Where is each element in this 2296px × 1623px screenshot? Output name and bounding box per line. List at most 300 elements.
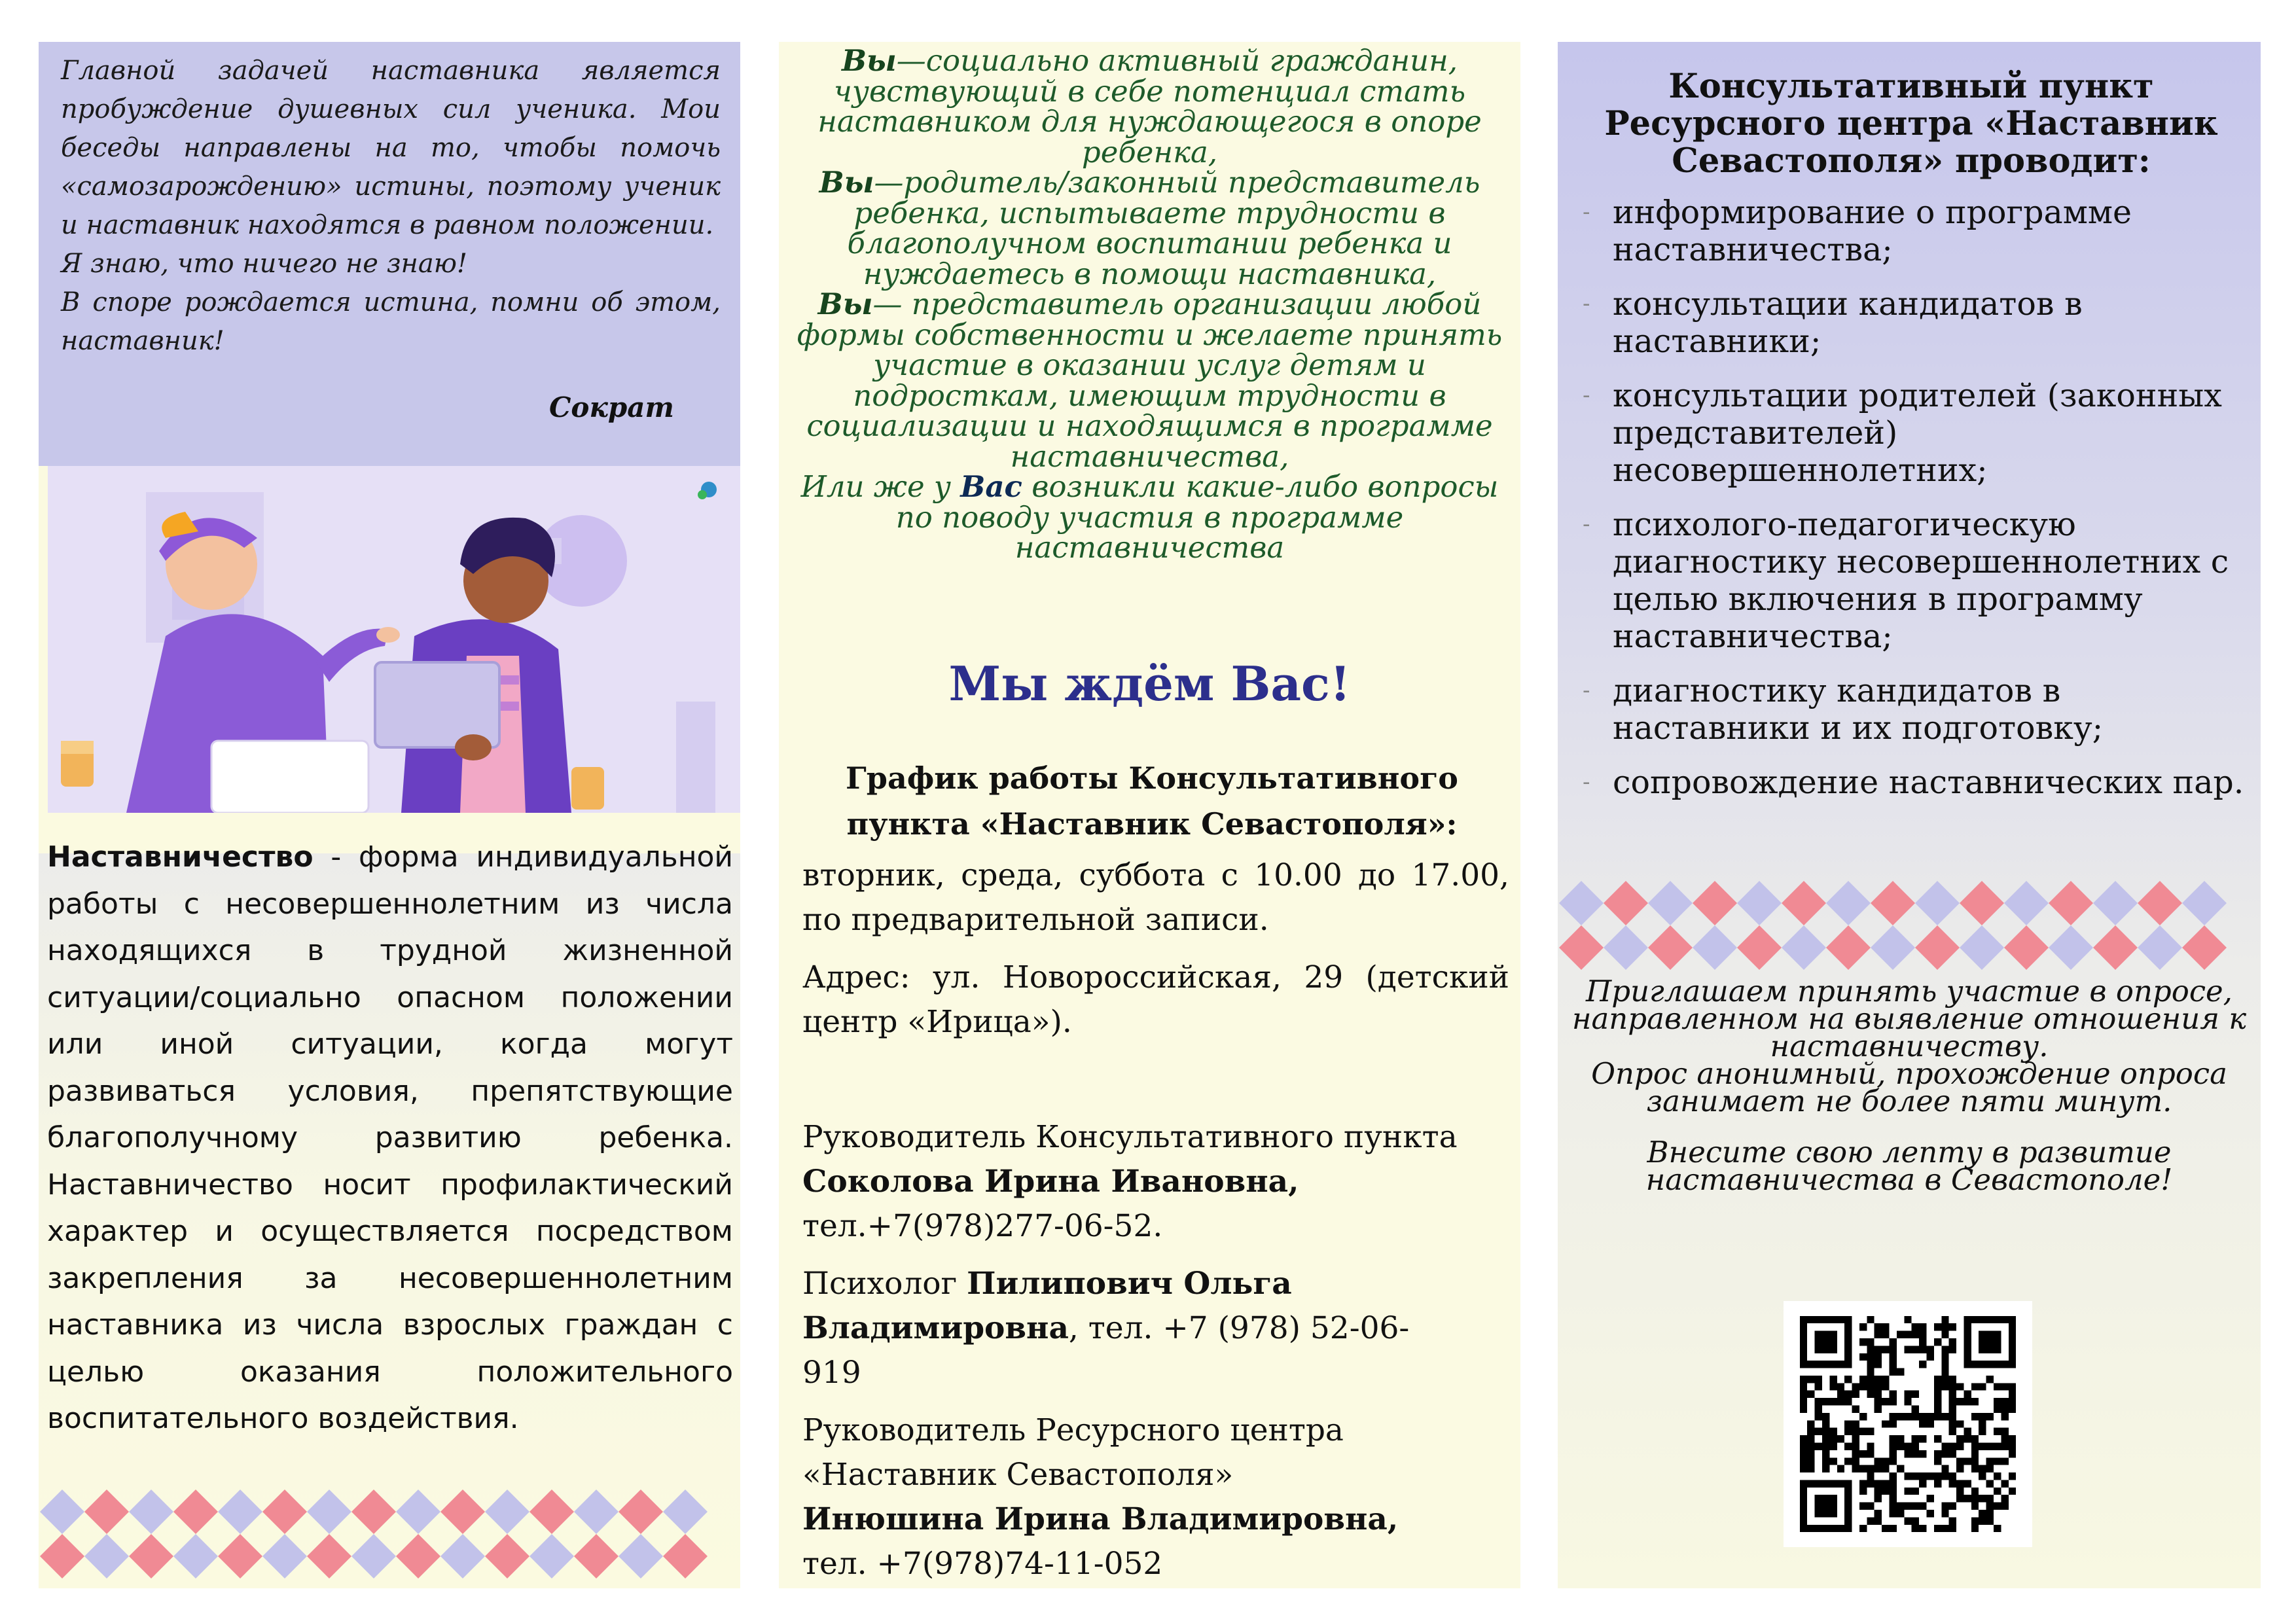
qr-module: [1971, 1450, 1979, 1457]
qr-module: [1912, 1435, 1919, 1442]
qr-module: [1867, 1338, 1874, 1346]
qr-module: [1867, 1428, 1874, 1435]
service-text: психолого-педагогическую диагностику несовершеннолетних с целью включения в программу наставничества;: [1613, 506, 2229, 655]
qr-module: [1897, 1368, 1904, 1376]
qr-module: [1882, 1376, 1889, 1383]
diamond-shape: [1871, 881, 1915, 925]
left-panel: [39, 42, 740, 1588]
diamond-shape: [218, 1534, 262, 1578]
address-text: Адрес: ул. Новороссийская, 29 (детский центр «Ирица»).: [802, 959, 1509, 1040]
audience-item: [792, 469, 1507, 565]
qr-module: [1822, 1428, 1829, 1435]
qr-module: [1994, 1383, 2001, 1390]
qr-module: [1934, 1383, 1941, 1390]
qr-module: [1890, 1472, 1897, 1480]
diamond-shape: [173, 1489, 218, 1534]
qr-module: [1926, 1413, 1933, 1420]
qr-module: [1859, 1488, 1867, 1495]
qr-module: [1986, 1495, 1994, 1502]
qr-module: [1919, 1525, 1926, 1532]
diamond-shape: [1960, 925, 2004, 970]
qr-module: [2001, 1435, 2008, 1442]
qr-module: [1941, 1525, 1948, 1532]
qr-module: [1934, 1338, 1941, 1346]
qr-module: [1867, 1503, 1874, 1510]
qr-module: [1867, 1450, 1874, 1457]
diamond-shape: [663, 1489, 708, 1534]
qr-module: [1867, 1361, 1874, 1368]
qr-module: [1890, 1435, 1897, 1442]
qr-module: [1822, 1465, 1829, 1472]
qr-module: [1859, 1525, 1867, 1532]
schedule-block: [802, 853, 1509, 1044]
diamond-shape: [529, 1489, 574, 1534]
qr-module: [1874, 1488, 1882, 1495]
qr-module: [1859, 1465, 1867, 1472]
diamond-shape: [351, 1534, 396, 1578]
qr-module: [1949, 1338, 1956, 1346]
qr-module: [1941, 1353, 1948, 1361]
qr-module: [1994, 1488, 2001, 1495]
diamond-shape: [574, 1489, 619, 1534]
qr-module: [1874, 1391, 1882, 1398]
qr-module: [1882, 1457, 1889, 1465]
diamond-shape: [1604, 925, 1648, 970]
qr-module: [1971, 1383, 1979, 1390]
diamond-shape: [129, 1534, 173, 1578]
diamond-shape: [84, 1534, 129, 1578]
diamond-shape: [663, 1534, 708, 1578]
qr-module: [2009, 1488, 2016, 1495]
diamond-shape: [1693, 881, 1737, 925]
qr-module: [1890, 1353, 1897, 1361]
audience-text: Или же у: [800, 469, 961, 504]
middle-panel: [779, 42, 1520, 1588]
qr-module: [1829, 1442, 1837, 1450]
qr-module: [1874, 1480, 1882, 1487]
qr-module: [1867, 1442, 1874, 1450]
qr-module: [1926, 1495, 1933, 1502]
qr-module: [1815, 1406, 1822, 1413]
diamond-shape: [2049, 881, 2093, 925]
qr-module: [1912, 1406, 1919, 1413]
qr-module: [1949, 1406, 1956, 1413]
qr-module: [1979, 1472, 1986, 1480]
qr-module: [1919, 1323, 1926, 1330]
qr-module: [1979, 1383, 1986, 1390]
diamond-shape: [485, 1489, 529, 1534]
qr-module: [1800, 1435, 1807, 1442]
qr-module: [1822, 1413, 1829, 1420]
qr-module: [1941, 1361, 1948, 1368]
diamond-shape: [2182, 881, 2227, 925]
qr-module: [1904, 1391, 1911, 1398]
qr-module: [1956, 1457, 1964, 1465]
qr-module: [1919, 1435, 1926, 1442]
qr-module: [1800, 1442, 1807, 1450]
qr-module: [1837, 1435, 1844, 1442]
qr-module: [1882, 1525, 1889, 1532]
qr-module: [1956, 1488, 1964, 1495]
qr-module: [1964, 1435, 1971, 1442]
qr-module: [1979, 1495, 1986, 1502]
qr-module: [2001, 1442, 2008, 1450]
diamond-shape: [2138, 881, 2182, 925]
qr-module: [1867, 1346, 1874, 1353]
qr-module: [1852, 1391, 1859, 1398]
diamond-shape: [1737, 881, 1782, 925]
qr-module: [1912, 1346, 1919, 1353]
qr-module: [1829, 1435, 1837, 1442]
qr-module: [1890, 1338, 1897, 1346]
qr-module: [1956, 1435, 1964, 1442]
diamond-shape: [218, 1489, 262, 1534]
diamond-shape: [40, 1489, 84, 1534]
diamond-shape: [440, 1534, 485, 1578]
qr-module: [1986, 1413, 1994, 1420]
diamond-shape: [262, 1489, 307, 1534]
qr-module: [1852, 1383, 1859, 1390]
qr-module: [1971, 1457, 1979, 1465]
qr-module: [1829, 1383, 1837, 1390]
qr-module: [1912, 1503, 1919, 1510]
diamond-shape: [129, 1489, 173, 1534]
qr-code[interactable]: [1784, 1301, 2032, 1547]
qr-module: [1986, 1442, 1994, 1450]
service-text: консультации кандидатов в наставники;: [1613, 285, 2083, 360]
services-title: Консультативный пункт Ресурсного центра «Наставник Севастополя» проводит:: [1604, 67, 2218, 181]
qr-module: [1800, 1398, 1807, 1405]
qr-module: [1949, 1472, 1956, 1480]
qr-module: [1919, 1503, 1926, 1510]
qr-module: [1934, 1472, 1941, 1480]
qr-module: [1890, 1442, 1897, 1450]
qr-module: [1971, 1413, 1979, 1420]
qr-module: [2001, 1398, 2008, 1405]
qr-module: [1926, 1353, 1933, 1361]
qr-module: [1964, 1398, 1971, 1405]
qr-module: [1822, 1398, 1829, 1405]
qr-finder: [1979, 1331, 2001, 1353]
qr-module: [1956, 1442, 1964, 1450]
qr-module: [1852, 1450, 1859, 1457]
diamond-shape: [396, 1534, 440, 1578]
diamond-shape: [2004, 925, 2049, 970]
qr-module: [1986, 1510, 1994, 1517]
qr-module: [2009, 1435, 2016, 1442]
service-item: [1558, 194, 2261, 268]
qr-module: [1926, 1510, 1933, 1517]
qr-module: [1964, 1391, 1971, 1398]
diamond-shape: [173, 1534, 218, 1578]
qr-module: [1882, 1480, 1889, 1487]
qr-module: [1912, 1472, 1919, 1480]
diamond-shape: [1559, 925, 1604, 970]
diamond-shape: [307, 1534, 351, 1578]
qr-module: [1949, 1398, 1956, 1405]
qr-module: [1941, 1383, 1948, 1390]
qr-module: [1994, 1398, 2001, 1405]
quote-author: Сократ: [549, 391, 674, 423]
audience-text: —родитель/законный представитель ребенка, испытываете трудности в благополучном воспитании ребенка и нуждаетесь в помощи наставника,: [847, 165, 1480, 291]
qr-module: [1926, 1472, 1933, 1480]
qr-module: [1829, 1457, 1837, 1465]
qr-module: [1822, 1457, 1829, 1465]
qr-module: [1912, 1517, 1919, 1524]
qr-module: [1897, 1503, 1904, 1510]
qr-module: [1807, 1376, 1814, 1383]
qr-module: [1859, 1503, 1867, 1510]
qr-module: [1852, 1442, 1859, 1450]
qr-module: [1859, 1338, 1867, 1346]
qr-module: [2009, 1442, 2016, 1450]
qr-module: [1956, 1398, 1964, 1405]
qr-module: [1912, 1391, 1919, 1398]
diamond-shape: [1826, 925, 1871, 970]
qr-module: [1934, 1450, 1941, 1457]
qr-module: [1867, 1465, 1874, 1472]
qr-module: [1979, 1442, 1986, 1450]
qr-module: [1919, 1346, 1926, 1353]
qr-module: [1904, 1503, 1911, 1510]
qr-module: [1904, 1450, 1911, 1457]
qr-module: [1949, 1503, 1956, 1510]
qr-module: [1859, 1428, 1867, 1435]
qr-module: [1829, 1428, 1837, 1435]
qr-module: [1844, 1420, 1852, 1427]
qr-module: [1949, 1428, 1956, 1435]
diamond-shape: [1782, 925, 1826, 970]
qr-module: [1859, 1353, 1867, 1361]
qr-module: [1807, 1435, 1814, 1442]
qr-module: [1964, 1495, 1971, 1502]
qr-module: [1904, 1488, 1911, 1495]
qr-module: [1874, 1361, 1882, 1368]
qr-module: [1844, 1428, 1852, 1435]
qr-module: [1912, 1442, 1919, 1450]
diamond-shape: [619, 1489, 663, 1534]
qr-module: [1890, 1450, 1897, 1457]
qr-module: [1949, 1346, 1956, 1353]
diamond-shape: [84, 1489, 129, 1534]
qr-module: [1971, 1465, 1979, 1472]
qr-module: [1897, 1413, 1904, 1420]
qr-module: [1979, 1510, 1986, 1517]
qr-module: [1919, 1480, 1926, 1487]
you-emphasis: Вы: [819, 165, 874, 200]
audience-item: [792, 289, 1507, 472]
qr-module: [1807, 1450, 1814, 1457]
qr-module: [1874, 1510, 1882, 1517]
diamond-shape: [1559, 881, 1604, 925]
qr-module: [1904, 1413, 1911, 1420]
head-name: Соколова Ирина Ивановна,: [802, 1164, 1299, 1200]
qr-module: [1815, 1413, 1822, 1420]
qr-module: [1807, 1457, 1814, 1465]
qr-module: [1934, 1457, 1941, 1465]
qr-module: [2009, 1383, 2016, 1390]
qr-module: [1926, 1420, 1933, 1427]
qr-module: [1882, 1465, 1889, 1472]
service-text: сопровождение наставнических пар.: [1613, 764, 2244, 801]
you-emphasis: Вы: [841, 43, 897, 78]
qr-module: [1949, 1420, 1956, 1427]
rc-role: Руководитель Ресурсного центра «Наставник Севастополя»: [802, 1412, 1344, 1493]
diamond-shape: [1693, 925, 1737, 970]
qr-module: [1822, 1450, 1829, 1457]
diamond-shape: [2004, 881, 2049, 925]
qr-module: [1971, 1488, 1979, 1495]
qr-module: [1926, 1346, 1933, 1353]
qr-module: [1897, 1442, 1904, 1450]
qr-module: [1941, 1442, 1948, 1450]
qr-module: [1807, 1420, 1814, 1427]
diamond-shape: [1960, 881, 2004, 925]
qr-module: [1859, 1376, 1867, 1383]
qr-module: [1979, 1465, 1986, 1472]
qr-module: [1800, 1383, 1807, 1390]
qr-module: [1986, 1503, 1994, 1510]
qr-module: [2001, 1503, 2008, 1510]
qr-module: [1867, 1517, 1874, 1524]
diamond-shape: [262, 1534, 307, 1578]
service-text: консультации родителей (законных представителей) несовершеннолетних;: [1613, 377, 2222, 489]
diamond-shape: [2093, 881, 2138, 925]
diamond-shape: [1915, 925, 1960, 970]
qr-module: [2001, 1495, 2008, 1502]
audience-text: — представитель организации любой формы собственности и желаете принять участие в оказании услуг детям и подросткам, имеющим трудности в социализации и находящимся в программе наставничества,: [797, 287, 1503, 474]
qr-module: [1904, 1316, 1911, 1323]
qr-module: [1874, 1376, 1882, 1383]
qr-module: [1964, 1480, 1971, 1487]
qr-finder: [1815, 1495, 1837, 1517]
qr-module: [1934, 1391, 1941, 1398]
bullet-dash: -: [1583, 291, 1590, 317]
qr-module: [1949, 1517, 1956, 1524]
qr-module: [1890, 1413, 1897, 1420]
qr-module: [1979, 1517, 1986, 1524]
qr-module: [2001, 1480, 2008, 1487]
diamond-shape: [574, 1534, 619, 1578]
diamond-pattern: [1558, 880, 2261, 971]
qr-module: [1919, 1472, 1926, 1480]
qr-module: [1904, 1398, 1911, 1405]
qr-module: [1867, 1353, 1874, 1361]
qr-module: [1971, 1517, 1979, 1524]
qr-module: [1874, 1495, 1882, 1502]
service-item: [1558, 506, 2261, 655]
qr-module: [1874, 1346, 1882, 1353]
qr-module: [1971, 1495, 1979, 1502]
qr-module: [1874, 1517, 1882, 1524]
qr-module: [1994, 1428, 2001, 1435]
contacts-block: [802, 1115, 1509, 1586]
qr-module: [1882, 1383, 1889, 1390]
qr-module: [1882, 1331, 1889, 1338]
qr-module: [1934, 1480, 1941, 1487]
qr-module: [1941, 1323, 1948, 1330]
diamond-shape: [1648, 881, 1693, 925]
qr-module: [1897, 1435, 1904, 1442]
qr-module: [2001, 1383, 2008, 1390]
socrates-quote: [61, 52, 721, 361]
qr-module: [1897, 1331, 1904, 1338]
survey-line: Приглашаем принять участие в опросе, направленном на выявление отношения к наставничеству.: [1571, 974, 2247, 1063]
qr-module: [1934, 1435, 1941, 1442]
qr-module: [1979, 1413, 1986, 1420]
qr-module: [1934, 1525, 1941, 1532]
head-role: Руководитель Консультативного пункта: [802, 1119, 1458, 1155]
audience-item: [792, 43, 1507, 169]
qr-module: [1890, 1398, 1897, 1405]
qr-module: [1986, 1376, 1994, 1383]
qr-module: [1852, 1428, 1859, 1435]
qr-module: [1822, 1420, 1829, 1427]
qr-module: [1844, 1376, 1852, 1383]
qr-module: [1897, 1510, 1904, 1517]
qr-module: [1852, 1420, 1859, 1427]
qr-module: [2009, 1406, 2016, 1413]
qr-module: [1971, 1442, 1979, 1450]
qr-module: [1994, 1457, 2001, 1465]
diamond-pattern: [39, 1488, 740, 1580]
diamond-shape: [2138, 925, 2182, 970]
qr-module: [1941, 1331, 1948, 1338]
qr-module: [1822, 1435, 1829, 1442]
qr-module: [1934, 1413, 1941, 1420]
qr-module: [1890, 1420, 1897, 1427]
qr-module: [1904, 1442, 1911, 1450]
qr-module: [1852, 1406, 1859, 1413]
quote-line: В споре рождается истина, помни об этом, наставник!: [61, 287, 721, 356]
qr-module: [1897, 1465, 1904, 1472]
qr-module: [1882, 1488, 1889, 1495]
qr-module: [1867, 1316, 1874, 1323]
qr-module: [1829, 1376, 1837, 1383]
diamond-shape: [1826, 881, 1871, 925]
qr-module: [1890, 1361, 1897, 1368]
qr-module: [1971, 1435, 1979, 1442]
qr-module: [1890, 1368, 1897, 1376]
diamond-shape: [2093, 925, 2138, 970]
qr-module: [1867, 1376, 1874, 1383]
qr-module: [1844, 1391, 1852, 1398]
qr-module: [1882, 1323, 1889, 1330]
qr-module: [1994, 1503, 2001, 1510]
qr-module: [1837, 1398, 1844, 1405]
qr-module: [1919, 1361, 1926, 1368]
qr-module: [1837, 1465, 1844, 1472]
qr-module: [2001, 1413, 2008, 1420]
bullet-dash: -: [1583, 511, 1590, 537]
qr-module: [1971, 1398, 1979, 1405]
qr-module: [1964, 1457, 1971, 1465]
qr-module: [1829, 1398, 1837, 1405]
qr-module: [1867, 1383, 1874, 1390]
qr-module: [1904, 1331, 1911, 1338]
qr-module: [1890, 1457, 1897, 1465]
qr-module: [1949, 1450, 1956, 1457]
qr-module: [1815, 1428, 1822, 1435]
qr-module: [1941, 1450, 1948, 1457]
qr-module: [1874, 1398, 1882, 1405]
audience-item: [792, 165, 1507, 291]
qr-module: [1979, 1428, 1986, 1435]
services-list: [1558, 194, 2261, 818]
qr-module: [1994, 1472, 2001, 1480]
qr-module: [1912, 1488, 1919, 1495]
qr-module: [1941, 1503, 1948, 1510]
